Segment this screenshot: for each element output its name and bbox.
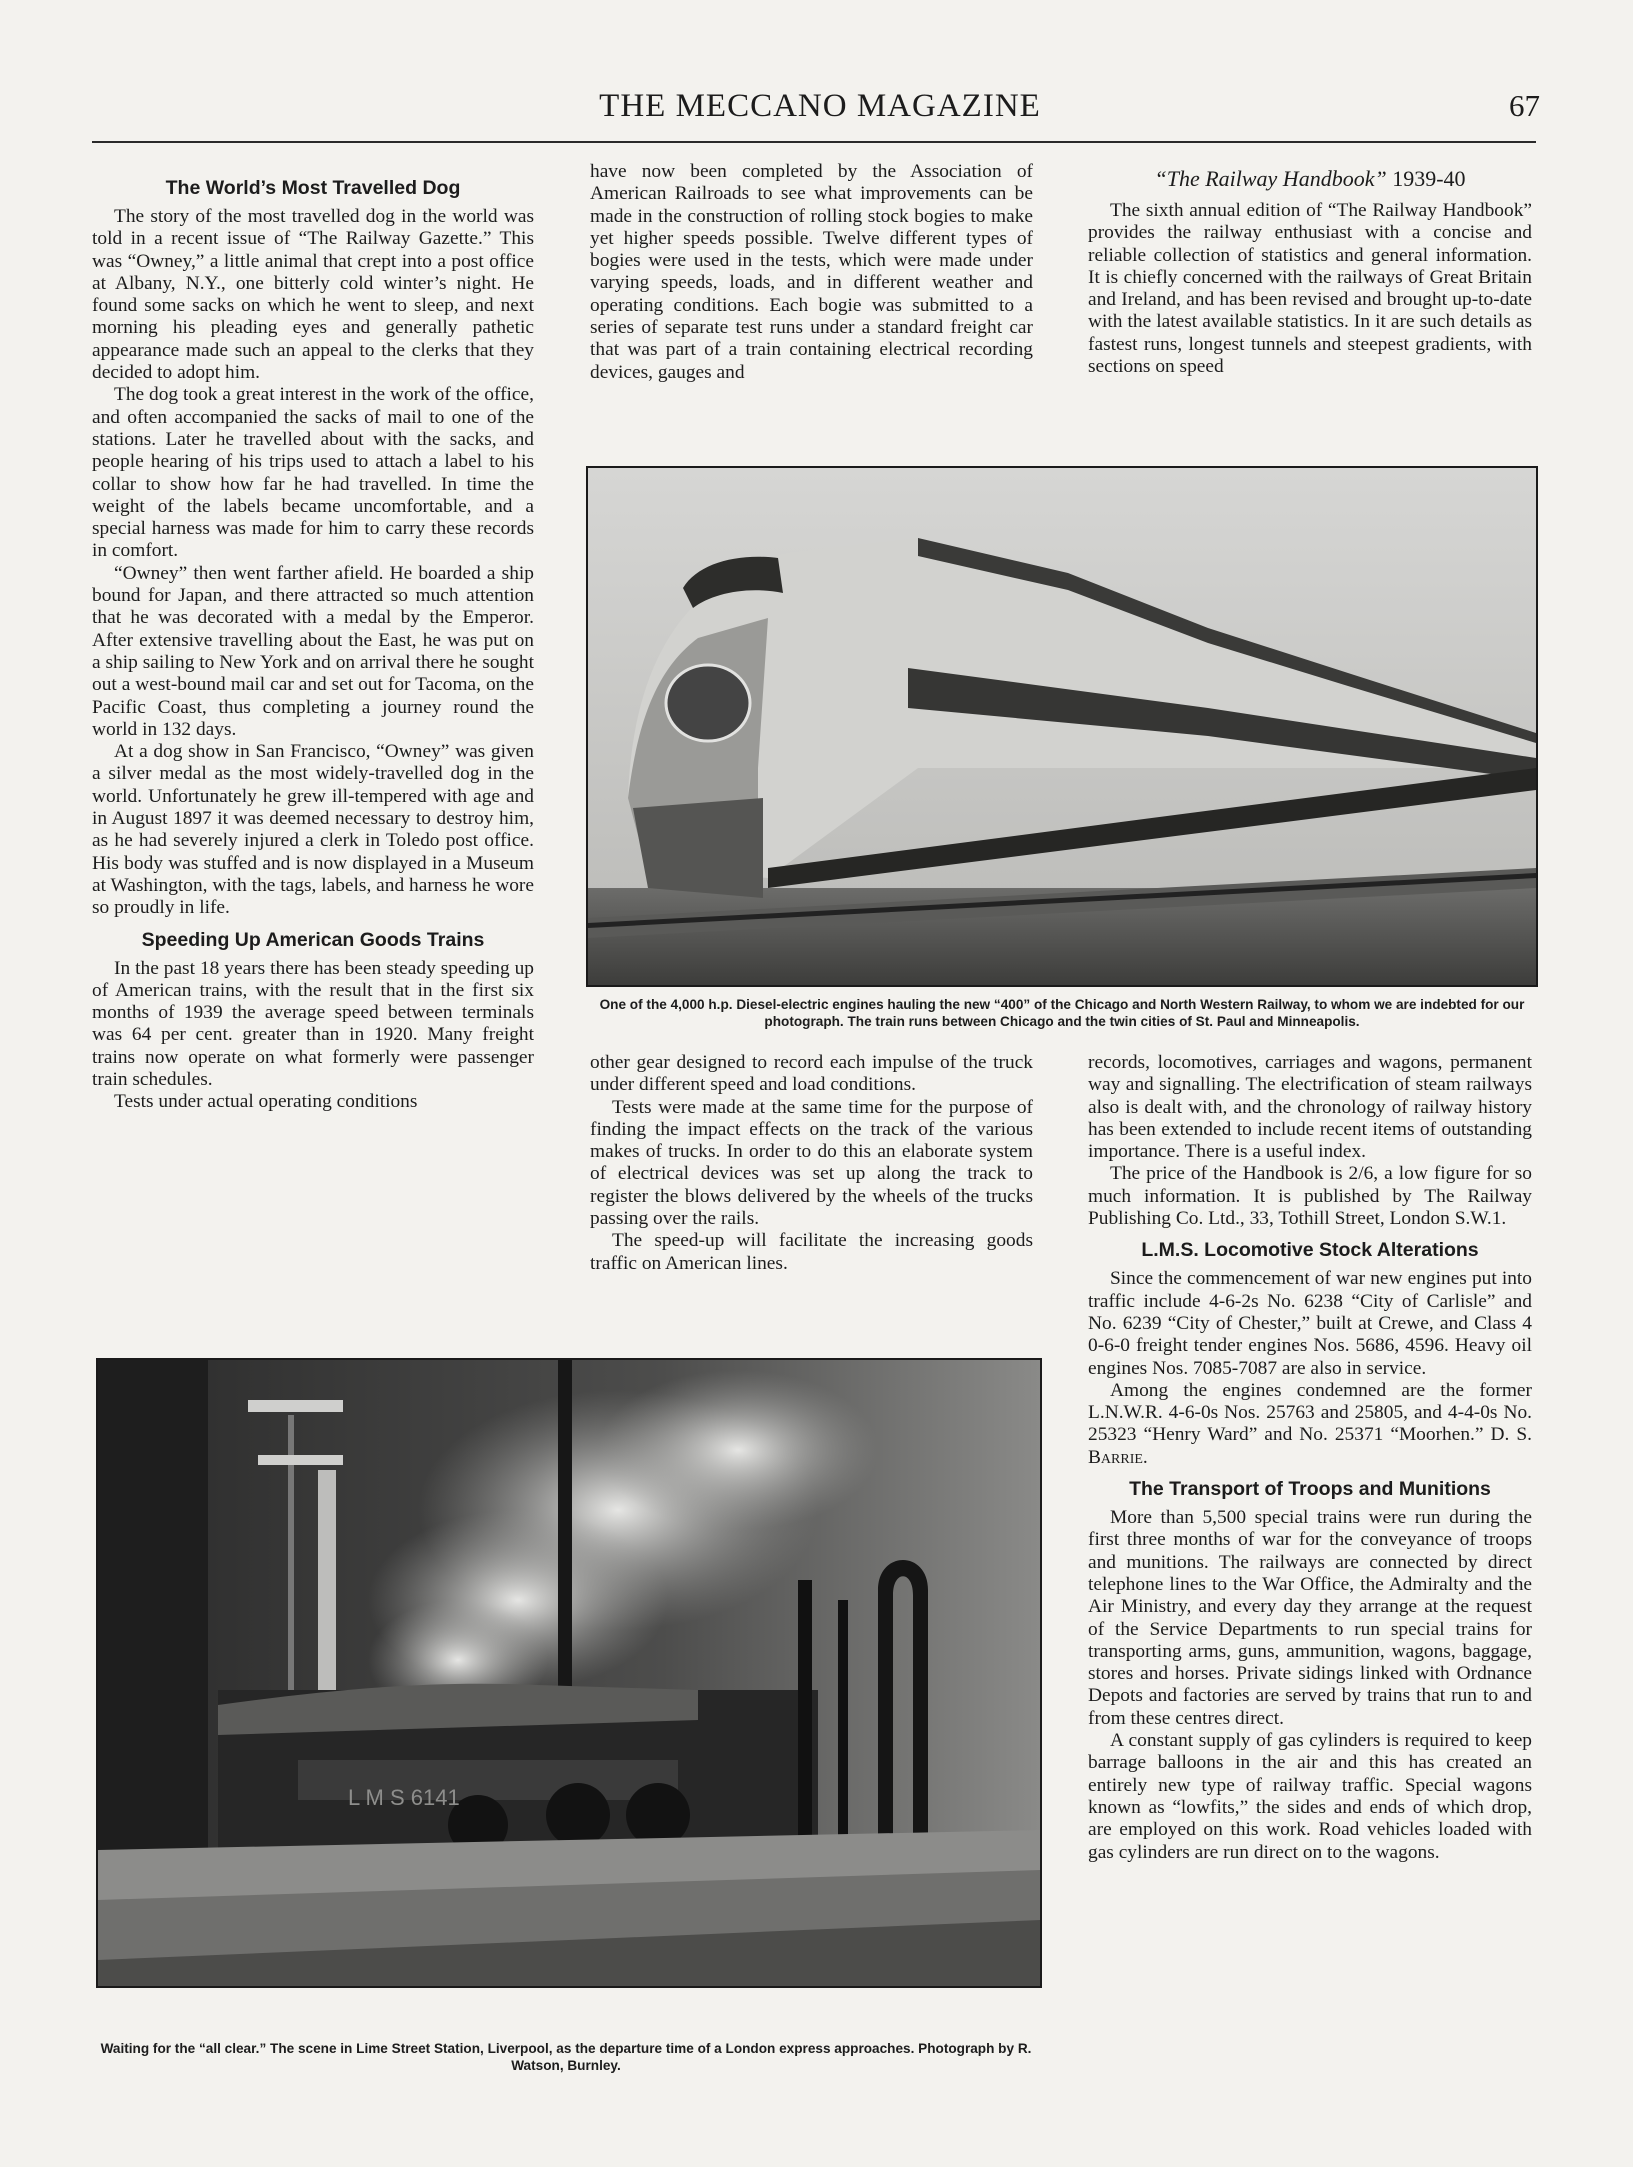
heading-goods-trains: Speeding Up American Goods Trains: [141, 928, 485, 951]
photo-diesel-locomotive: [586, 466, 1538, 987]
photo-lime-street-station: [96, 1358, 1042, 1988]
paragraph: The speed-up will facilitate the increasing goods traffic on American lines.: [590, 1230, 1033, 1274]
heading-railway-handbook: [1088, 166, 1532, 192]
column-middle-top: [590, 161, 1033, 384]
paragraph: Since the commencement of war new engines put into traffic include 4-6-2s No. 6238 “City of Carlisle” and No. 6239 “City of Chester,” built at Crewe, and Class 4 0-6-0 freight tender engines Nos. 5686, 4596. Heavy oil engines Nos. 7085-7087 are also in service.: [1088, 1268, 1532, 1379]
heading-travelled-dog: The World’s Most Travelled Dog: [165, 177, 461, 199]
paragraph: other gear designed to record each impulse of the truck under different speed and load conditions.: [590, 1052, 1033, 1096]
paragraph: In the past 18 years there has been steady speeding up of American trains, with the result that in the first six months of 1939 the average speed between terminals was 64 per cent. greater than in 1920. Many freight trains now operate on what formerly were passenger train schedules.: [92, 957, 534, 1090]
paragraph: records, locomotives, carriages and wagons, permanent way and signalling. The electrification of steam railways also is dealt with, and the chronology of railway history has been extended to include recent items of outstanding importance. There is a useful index.: [1088, 1052, 1532, 1163]
paragraph: “Owney” then went farther afield. He boarded a ship bound for Japan, and there attracted so much attention that he was decorated with a medal by the Emperor. After extensive travelling about the East, he was put on a ship sailing to New York and on arrival there he sought out a west-bound mail car and set out for Tacoma, on the Pacific Coast, thus completing a journey round the world in 132 days.: [92, 562, 534, 740]
column-right-bottom: [1088, 1052, 1532, 1864]
paragraph: More than 5,500 special trains were run during the first three months of war for the conveyance of troops and munitions. The railways are connected by direct telephone lines to the War Office, the Admiralty and the Air Ministry, and every day they arrange at the request of the Service Departments to run special trains for transporting arms, guns, ammunition, wagons, baggage, stores and horses. Private sidings linked with Ordnance Depots and factories are served by trains that run to and from these centres direct.: [1088, 1507, 1532, 1729]
paragraph-text: Among the engines condemned are the former L.N.W.R. 4-6-0s Nos. 25763 and 25805, and 4-4-0s No. 25323 “Henry Ward” and No. 25371 “Moorhen.”: [1088, 1379, 1532, 1446]
paragraph: have now been completed by the Association of American Railroads to see what improvements can be made in the construction of rolling stock bogies to make yet higher speeds possible. Twelve different types of bogies were used in the tests, which were made under varying speeds, loads, and in different weather and operating conditions. Each bogie was submitted to a series of separate test runs under a standard freight car that was part of a train containing electrical recording devices, gauges and: [590, 161, 1033, 383]
column-left: [92, 172, 534, 1114]
paragraph: The story of the most travelled dog in the world was told in a recent issue of “The Railway Gazette.” This was “Owney,” a little animal that crept into a post office at Albany, N.Y., one bitterly cold winter’s night. He found some sacks on which he went to sleep, and next morning his pleading eyes and generally pathetic appearance made such an appeal to the clerks that they decided to adopt him.: [92, 206, 534, 384]
paragraph: The price of the Handbook is 2/6, a low figure for so much information. It is published by The Railway Publishing Co. Ltd., 33, Tothill Street, London S.W.1.: [1088, 1163, 1532, 1230]
paragraph: A constant supply of gas cylinders is required to keep barrage balloons in the air and this has created an entirely new type of railway traffic. Special wagons known as “lowfits,” the sides and ends of which drop, are employed on this work. Road vehicles loaded with gas cylinders are run direct on to the wagons.: [1088, 1730, 1532, 1863]
paragraph: At a dog show in San Francisco, “Owney” was given a silver medal as the most widely-travelled dog in the world. Unfortunately he grew ill-tempered with age and in August 1897 it was deemed necessary to destroy him, as he had severely injured a clerk in Toledo post office. His body was stuffed and is now displayed in a Museum at Washington, with the tags, labels, and harness he wore so proudly in life.: [92, 741, 534, 919]
photo2-caption: Waiting for the “all clear.” The scene in Lime Street Station, Liverpool, as the departure time of a London express approaches. Photograph by R. Watson, Burnley.: [100, 2041, 1032, 2073]
paragraph: [1088, 1380, 1532, 1469]
loco-lettering: L M S 6141: [348, 1785, 460, 1810]
diesel-train-illustration: [588, 468, 1536, 985]
paragraph: Tests under actual operating conditions: [114, 1091, 418, 1113]
column-right-top: [1088, 166, 1532, 378]
column-middle-bottom: [590, 1052, 1033, 1275]
header-rule: [92, 141, 1536, 143]
heading-handbook-year: 1939-40: [1392, 166, 1466, 191]
paragraph: The sixth annual edition of “The Railway Handbook” provides the railway enthusiast with a concise and reliable collection of statistics and general information. It is chiefly concerned with the railways of Great Britain and Ireland, and has been revised and brought up-to-date with the latest available statistics. In it are such details as fastest runs, longest tunnels and steepest gradients, with sections on speed: [1088, 200, 1532, 378]
magazine-title: THE MECCANO MAGAZINE: [599, 88, 1041, 124]
page-number: 67: [1509, 88, 1540, 123]
photo1-caption: One of the 4,000 h.p. Diesel-electric engines hauling the new “400” of the Chicago and North Western Railway, to whom we are indebted for our photograph. The train runs between Chicago and the twin cities of St. Paul and Minneapolis.: [599, 997, 1525, 1029]
station-scene-illustration: [98, 1360, 1040, 1986]
paragraph: Tests were made at the same time for the purpose of finding the impact effects on the track of the various makes of trucks. In order to do this an elaborate system of electrical devices was set up along the track to register the blows delivered by the wheels of the trucks passing over the rails.: [590, 1096, 1033, 1230]
heading-handbook-title: “The Railway Handbook”: [1154, 166, 1387, 191]
author-signature: D. S. Barrie.: [1088, 1424, 1532, 1468]
paragraph: The dog took a great interest in the work of the office, and often accompanied the sacks of mail to one of the stations. Later he travelled about with the sacks, and people hearing of his trips used to attach a label to his collar to show how far he had travelled. In time the weight of the labels became uncomfortable, and a special harness was made for him to carry these records in comfort.: [92, 384, 534, 562]
heading-lms-stock: L.M.S. Locomotive Stock Alterations: [1141, 1239, 1479, 1262]
heading-troops-munitions: The Transport of Troops and Munitions: [1129, 1478, 1491, 1501]
